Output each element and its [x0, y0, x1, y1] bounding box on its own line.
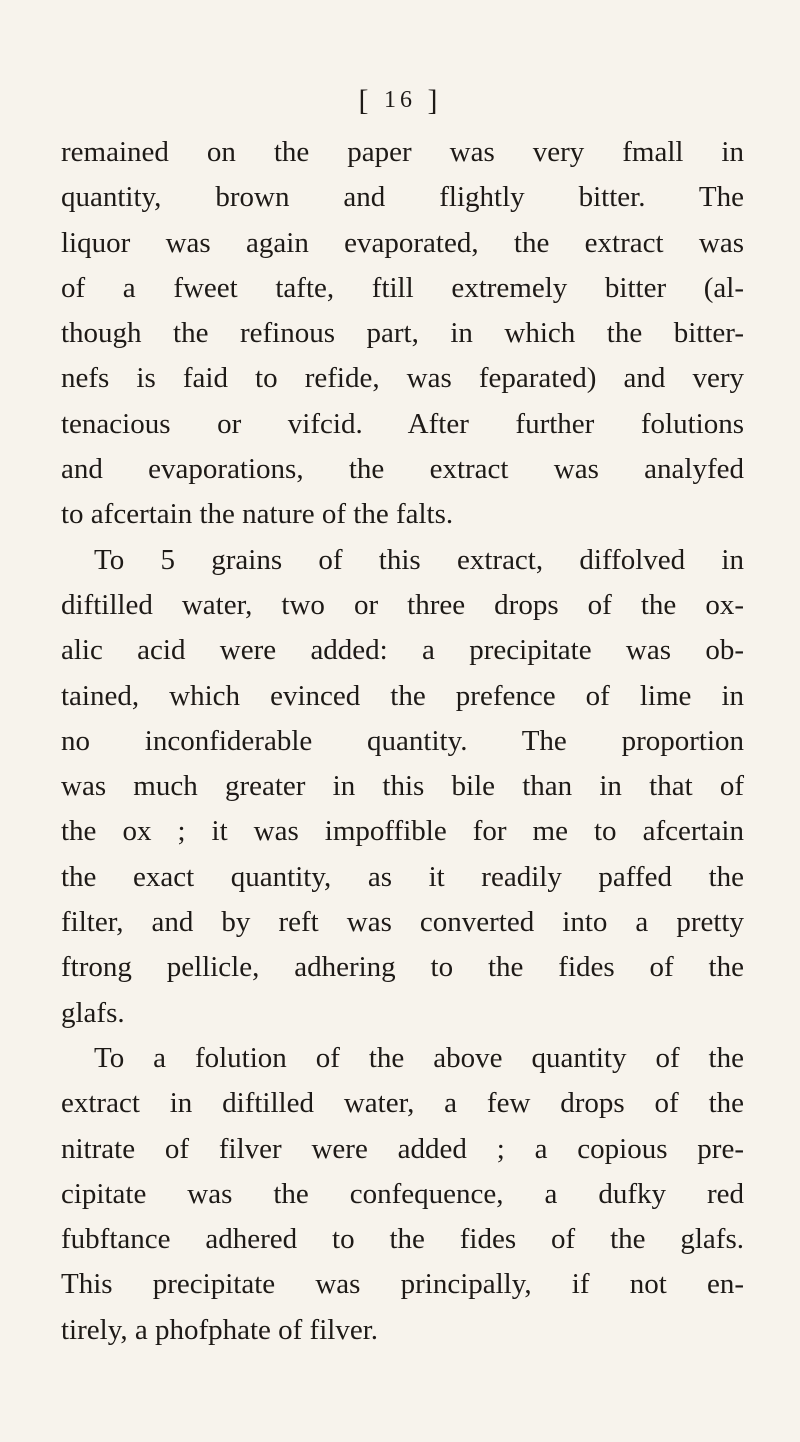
text-line: and evaporations, the extract was analyfed [61, 453, 744, 486]
text-line: the exact quantity, as it readily paffed the [61, 860, 744, 893]
text-line: remained on the paper was very fmall in [61, 136, 744, 168]
text-line: nefs is faid to refide, was feparated) and very [61, 362, 744, 395]
text-line: alic acid were added: a precipitate was ob- [61, 634, 744, 667]
text-line: nitrate of filver were added ; a copious pre- [61, 1132, 744, 1165]
text-line: tirely, a phofphate of filver. [61, 1313, 379, 1346]
text-line: filter, and by reft was converted into a pretty [61, 906, 744, 939]
text-line: the ox ; it was impoffible for me to afcertain [61, 815, 744, 848]
text-line: no inconfiderable quantity. The proportion [61, 724, 744, 757]
text-line: This precipitate was principally, if not en- [61, 1268, 744, 1301]
text-line: tained, which evinced the prefence of lime in [61, 679, 744, 712]
text-line: of a fweet tafte, ftill extremely bitter (al- [61, 271, 744, 304]
text-line: ftrong pellicle, adhering to the fides of the [61, 951, 744, 984]
text-line: liquor was again evaporated, the extract was [61, 226, 744, 259]
text-line: diftilled water, two or three drops of the ox- [61, 588, 744, 621]
page-number-open-bracket: [ [358, 84, 373, 117]
text-line: To 5 grains of this extract, diffolved in [94, 543, 744, 576]
text-line: extract in diftilled water, a few drops of the [61, 1087, 744, 1120]
page-number [0, 86, 800, 116]
text-line: was much greater in this bile than in that of [61, 770, 744, 803]
text-line: glafs. [61, 996, 125, 1029]
page-number-close-bracket: ] [427, 84, 442, 117]
text-line: to afcertain the nature of the falts. [61, 498, 454, 531]
text-line: cipitate was the confequence, a dufky red [61, 1177, 744, 1210]
text-line: though the refinous part, in which the bitter- [61, 317, 744, 350]
text-line: tenacious or vifcid. After further folutions [61, 407, 744, 440]
body-text [61, 130, 744, 1353]
text-line: fubftance adhered to the fides of the glafs. [61, 1223, 744, 1256]
text-line: quantity, brown and flightly bitter. The [61, 181, 744, 214]
text-line: To a folution of the above quantity of the [94, 1041, 744, 1074]
page-number-value: 16 [384, 87, 416, 113]
